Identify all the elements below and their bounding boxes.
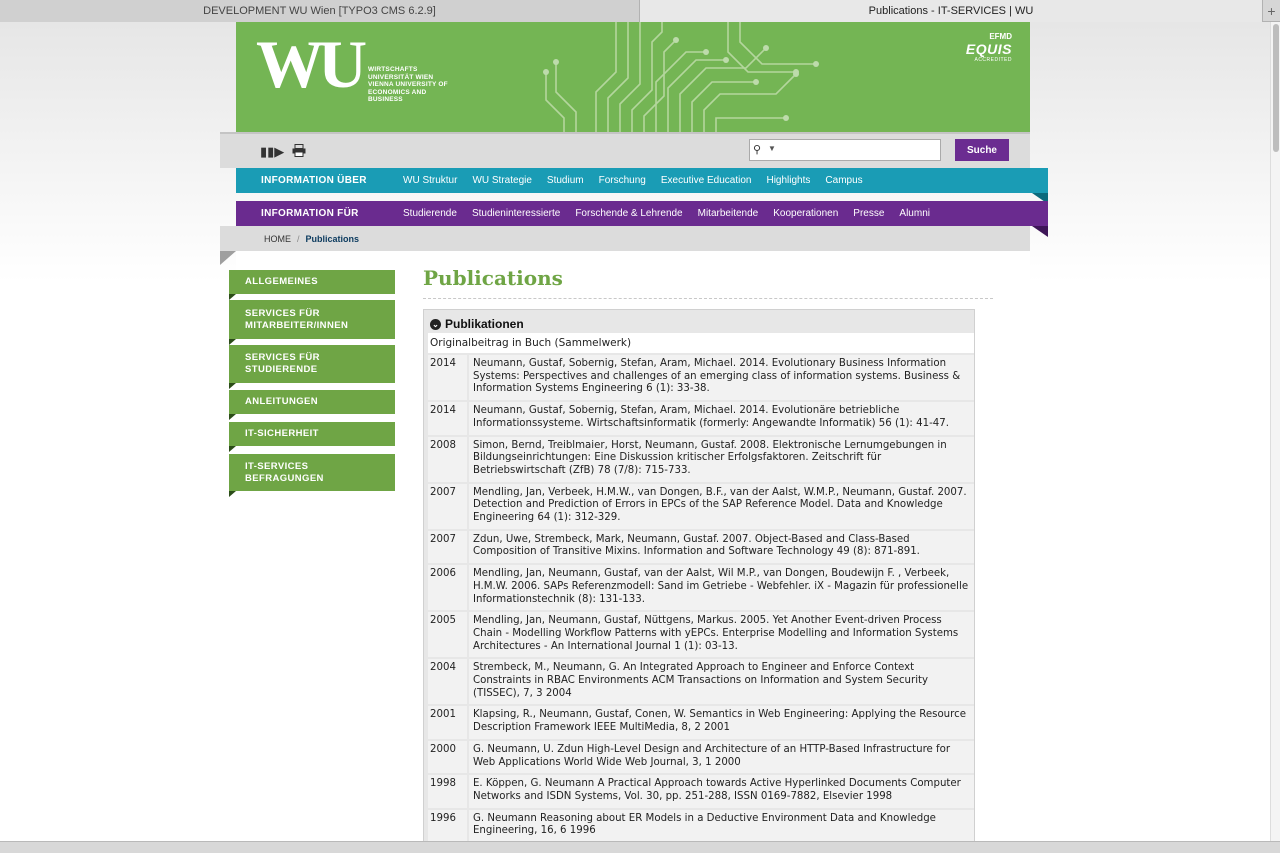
publication-row xyxy=(428,741,974,773)
publication-row xyxy=(428,612,974,657)
publication-row xyxy=(428,355,974,400)
nav-item-executive-education[interactable]: Executive Education xyxy=(660,175,752,186)
circuit-decoration xyxy=(536,22,856,132)
publication-row xyxy=(428,565,974,610)
nav-item-forschende-lehrende[interactable]: Forschende & Lehrende xyxy=(575,208,683,219)
publications-header[interactable] xyxy=(430,316,524,332)
publication-year: 2014 xyxy=(428,355,467,400)
browser-tab-cms[interactable] xyxy=(0,0,640,22)
sidebar-item-services-mitarbeiter[interactable] xyxy=(229,300,395,339)
sidebar-fold-corner xyxy=(229,414,236,420)
printer-icon[interactable] xyxy=(292,144,306,160)
publication-row xyxy=(428,531,974,563)
vertical-scrollbar[interactable] xyxy=(1270,22,1280,841)
sidebar-item-label: IT-SERVICES BEFRAGUNGEN xyxy=(245,460,324,484)
publication-year: 2007 xyxy=(428,484,467,529)
publication-year: 2007 xyxy=(428,531,467,563)
nav-item-wu-struktur[interactable]: WU Struktur xyxy=(403,175,458,186)
tab-label: DEVELOPMENT WU Wien [TYPO3 CMS 6.2.9] xyxy=(203,5,436,17)
sidebar-fold-corner xyxy=(229,446,236,452)
wu-logo[interactable] xyxy=(256,26,456,120)
publication-year: 2005 xyxy=(428,612,467,657)
browser-tab-bar xyxy=(0,0,1280,22)
nav-item-forschung[interactable]: Forschung xyxy=(598,175,646,186)
nav-item-mitarbeitende[interactable]: Mitarbeitende xyxy=(697,208,759,219)
nav-item-campus[interactable]: Campus xyxy=(825,175,863,186)
nav-for-heading: INFORMATION FÜR xyxy=(261,208,359,219)
title-divider xyxy=(423,298,993,299)
sidebar-fold-corner xyxy=(229,491,236,497)
publications-panel xyxy=(423,309,975,841)
sidebar-item-label: SERVICES FÜR MITARBEITER/INNEN xyxy=(245,307,349,331)
publication-year: 2014 xyxy=(428,402,467,434)
nav-item-kooperationen[interactable]: Kooperationen xyxy=(773,208,839,219)
publication-citation: Neumann, Gustaf, Sobernig, Stefan, Aram, Michael. 2014. Evolutionary Business Information Systems: Perspectives and challenges of an emerging class of information systems. Business & Information Systems Engineering 6 (1): 33-38. xyxy=(469,355,974,400)
sidebar-item-it-services-befragungen[interactable] xyxy=(229,454,395,491)
breadcrumb xyxy=(220,226,1030,251)
publication-year: 2008 xyxy=(428,437,467,482)
nav-item-studieninteressierte[interactable]: Studieninteressierte xyxy=(471,208,561,219)
publication-citation: G. Neumann, U. Zdun High-Level Design and Architecture of an HTTP-Based Infrastructure for Web Applications World Wide Web Journal, 3, 1 2000 xyxy=(469,741,974,773)
page-title: Publications xyxy=(423,266,563,290)
publication-year: 2004 xyxy=(428,659,467,704)
publication-year: 1998 xyxy=(428,775,467,807)
publication-citation: E. Köppen, G. Neumann A Practical Approach towards Active Hyperlinked Documents Computer Networks and ISDN Systems, Vol. 30, pp. 251-288, ISSN 0169-7882, Elsevier 1998 xyxy=(469,775,974,807)
nav-information-about xyxy=(236,168,1048,193)
publication-citation: Simon, Bernd, Treiblmaier, Horst, Neumann, Gustaf. 2008. Elektronische Lernumgebungen in Bildungseinrichtungen: Eine Diskussion kritischer Erfolgsfaktoren. Zeitschrift für Betriebswirtschaft (ZfB) 78 (7/8): 715-733. xyxy=(469,437,974,482)
sidebar-item-label: ALLGEMEINES xyxy=(245,276,319,287)
pause-play-icon[interactable]: ▮▮▶ xyxy=(260,144,285,159)
publication-citation: Mendling, Jan, Neumann, Gustaf, van der Aalst, Wil M.P., van Dongen, Boudewijn F. , Verbeek, H.M.W. 2006. SAPs Referenzmodell: Sand im Getriebe - Webfehler. iX - Magazin für professionelle Informationstechnik (8): 131-133. xyxy=(469,565,974,610)
breadcrumb-fold-corner xyxy=(220,251,236,265)
publication-citation: Mendling, Jan, Neumann, Gustaf, Nüttgens, Markus. 2005. Yet Another Event-driven Process Chain - Modelling Workflow Patterns with yEPCs. Enterprise Modelling and Information Systems Architectures - An International Journal 1 (1): 03-13. xyxy=(469,612,974,657)
sidebar-item-anleitungen[interactable] xyxy=(229,390,395,414)
chevron-down-icon[interactable]: ▼ xyxy=(768,144,776,153)
sidebar-item-it-sicherheit[interactable] xyxy=(229,422,395,446)
publication-row xyxy=(428,810,974,841)
publication-row xyxy=(428,437,974,482)
equis-accredited-text: ACCREDITED xyxy=(974,57,1012,63)
sidebar-item-label: SERVICES FÜR STUDIERENDE xyxy=(245,352,320,375)
publication-year: 2001 xyxy=(428,706,467,738)
equis-efmd-text: EFMD xyxy=(989,32,1012,41)
wu-logo-letters: WU xyxy=(256,26,362,102)
publication-citation: G. Neumann Reasoning about ER Models in a Deductive Environment Data and Knowledge Engineering, 16, 6 1996 xyxy=(469,810,974,841)
nav-item-presse[interactable]: Presse xyxy=(853,208,885,219)
publication-citation: Mendling, Jan, Verbeek, H.M.W., van Dongen, B.F., van der Aalst, W.M.P., Neumann, Gustaf. 2007. Detection and Prediction of Errors in EPCs of the SAP Reference Model. Data and Knowledge Engineering 64 (1): 312-329. xyxy=(469,484,974,529)
publication-row xyxy=(428,484,974,529)
sidebar-item-services-studierende[interactable] xyxy=(229,345,395,383)
publication-citation: Zdun, Uwe, Strembeck, Mark, Neumann, Gustaf. 2007. Object-Based and Class-Based Composition of Transitive Mixins. Information and Software Technology 49 (8): 871-891. xyxy=(469,531,974,563)
publication-citation: Klapsing, R., Neumann, Gustaf, Conen, W. Semantics in Web Engineering: Applying the Resource Description Framework IEEE MultiMedia, 8, 2 2001 xyxy=(469,706,974,738)
browser-tab-publications[interactable] xyxy=(640,0,1263,22)
publication-year: 1996 xyxy=(428,810,467,841)
sidebar-item-label: IT-SICHERHEIT xyxy=(245,428,319,439)
breadcrumb-home[interactable]: HOME xyxy=(264,233,291,244)
search-button[interactable]: Suche xyxy=(955,139,1009,161)
page-viewport xyxy=(0,22,1270,841)
wu-logo-text: WIRTSCHAFTS UNIVERSITÄT WIEN VIENNA UNIVERSITY OF ECONOMICS AND BUSINESS xyxy=(368,66,448,103)
scrollbar-thumb[interactable] xyxy=(1273,24,1279,152)
publication-year: 2006 xyxy=(428,565,467,610)
nav-fold-corner xyxy=(1032,226,1048,237)
nav-item-wu-strategie[interactable]: WU Strategie xyxy=(472,175,532,186)
sidebar-item-label: ANLEITUNGEN xyxy=(245,396,319,407)
nav-about-heading: INFORMATION ÜBER xyxy=(261,175,367,186)
publications-heading: Publikationen xyxy=(445,317,524,331)
publication-citation: Strembeck, M., Neumann, G. An Integrated Approach to Engineer and Enforce Context Constraints in RBAC Environments ACM Transactions on Information and System Security (TISSEC), 7, 3 2004 xyxy=(469,659,974,704)
new-tab-button[interactable]: + xyxy=(1267,3,1276,19)
breadcrumb-separator: / xyxy=(297,233,300,244)
browser-status-bar xyxy=(0,841,1280,853)
publication-row xyxy=(428,775,974,807)
publication-category: Originalbeitrag in Buch (Sammelwerk) xyxy=(428,333,974,353)
sidebar-fold-corner xyxy=(229,383,236,389)
publication-row xyxy=(428,402,974,434)
equis-name-text: EQUIS xyxy=(965,41,1012,57)
collapse-toggle-icon[interactable]: ⌄ xyxy=(430,319,441,330)
breadcrumb-current: Publications xyxy=(305,233,360,244)
publication-row xyxy=(428,706,974,738)
publication-list xyxy=(428,355,974,841)
nav-item-studierende[interactable]: Studierende xyxy=(403,208,457,219)
publication-year: 2000 xyxy=(428,741,467,773)
search-input[interactable] xyxy=(749,139,941,161)
sidebar-item-allgemeines[interactable] xyxy=(229,270,395,294)
nav-item-highlights[interactable]: Highlights xyxy=(766,175,811,186)
tab-label: Publications - IT-SERVICES | WU xyxy=(868,5,1034,17)
site-header xyxy=(236,22,1030,132)
nav-item-alumni[interactable]: Alumni xyxy=(899,208,930,219)
nav-information-for xyxy=(236,201,1048,226)
publication-citation: Neumann, Gustaf, Sobernig, Stefan, Aram, Michael. 2014. Evolutionäre betriebliche Informationssysteme. Wirtschaftsinformatik (formerly: Angewandte Informatik) 56 (1): 41-47. xyxy=(469,402,974,434)
search-icon: ⚲ xyxy=(753,144,762,156)
publication-row xyxy=(428,659,974,704)
nav-item-studium[interactable]: Studium xyxy=(546,175,584,186)
utility-toolbar xyxy=(220,132,1030,168)
equis-badge xyxy=(942,32,1012,72)
